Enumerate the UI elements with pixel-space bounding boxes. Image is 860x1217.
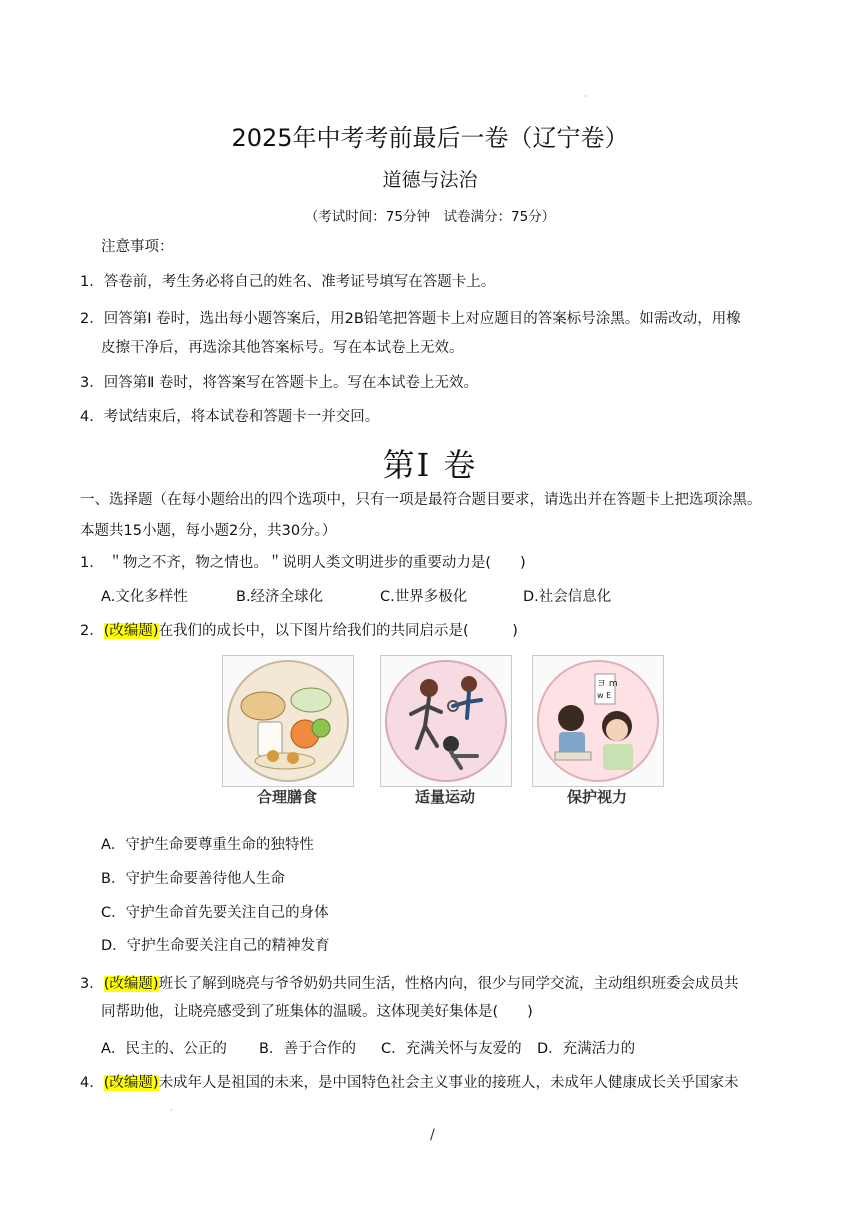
q1-option-c: C.世界多极化 [380, 589, 468, 605]
q2-stem: 在我们的成长中，以下图片给我们的共同启示是( ) [158, 623, 518, 639]
notice-item-4: 4．考试结束后，将本试卷和答题卡一并交回。 [80, 409, 380, 425]
notice-item-2: 2．回答第Ⅰ 卷时，选出每小题答案后，用2B铅笔把答题卡上对应题目的答案标号涂黑。如需改动，用橡 [80, 311, 741, 327]
bottom-dot: · [170, 1106, 173, 1115]
q3-number: 3． [80, 976, 104, 992]
notice-item-2-cont: 皮擦干净后，再选涂其他答案标号。写在本试卷上无效。 [101, 340, 464, 356]
q3-tag: (改编题) [103, 976, 159, 992]
eye-care-illustration [532, 655, 664, 787]
notice-heading: 注意事项： [101, 239, 174, 255]
q1-option-b: B.经济全球化 [236, 589, 324, 605]
top-dot: · [584, 92, 587, 101]
notice-item-3: 3．回答第Ⅱ 卷时，将答案写在答题卡上。写在本试卷上无效。 [80, 375, 478, 391]
q1-stem: 1． ＂物之不齐，物之情也。＂说明人类文明进步的重要动力是( ) [80, 555, 526, 571]
subject-title: 道德与法治 [382, 169, 478, 191]
q2-option-d: D．守护生命要关注自己的精神发育 [101, 938, 330, 954]
q3-stem-line1: 班长了解到晓亮与爷爷奶奶共同生活，性格内向，很少与同学交流，主动组织班委会成员共 [158, 976, 739, 992]
q2-option-b: B．守护生命要善待他人生命 [101, 871, 285, 887]
volume-title: 第Ⅰ 卷 [382, 446, 478, 484]
q2-line [80, 621, 518, 641]
section-intro-line1: 一、选择题（在每小题给出的四个选项中，只有一项是最符合题目要求，请选出并在答题卡上把选项涂黑。 [80, 492, 762, 508]
q2-option-c: C．守护生命首先要关注自己的身体 [101, 905, 329, 921]
q3-line1 [80, 974, 739, 994]
q4-tag: (改编题) [103, 1075, 159, 1091]
q4-stem-line1: 未成年人是祖国的未来，是中国特色社会主义事业的接班人，未成年人健康成长关乎国家未 [158, 1075, 739, 1091]
q3-option-b: B．善于合作的 [259, 1041, 356, 1057]
caption-healthy-meal: 合理膳食 [256, 788, 317, 806]
section-intro-line2: 本题共15小题，每小题2分，共30分。） [80, 523, 337, 539]
exam-title: 2025年中考考前最后一卷（辽宁卷） [231, 124, 629, 152]
q3-option-d: D．充满活力的 [537, 1041, 636, 1057]
q4-number: 4． [80, 1075, 104, 1091]
healthy-meal-illustration [222, 655, 354, 787]
caption-exercise: 适量运动 [414, 788, 475, 806]
notice-item-1: 1．答卷前，考生务必将自己的姓名、准考证号填写在答题卡上。 [80, 274, 496, 290]
q4-line1 [80, 1073, 739, 1093]
page-mark: / [430, 1127, 435, 1143]
exam-info: （考试时间：75分钟 试卷满分：75分） [304, 209, 556, 225]
svg-text:ヨ m: ヨ m [597, 679, 618, 689]
svg-text:w E: w E [597, 691, 612, 700]
caption-eye-care: 保护视力 [566, 788, 627, 806]
q3-option-a: A．民主的、公正的 [101, 1041, 227, 1057]
q2-tag: (改编题) [103, 623, 159, 639]
q1-option-a: A.文化多样性 [101, 589, 188, 605]
q2-number: 2． [80, 623, 104, 639]
q3-stem-line2: 同帮助他，让晓亮感受到了班集体的温暖。这体现美好集体是( ) [101, 1004, 533, 1020]
exercise-illustration [380, 655, 512, 787]
q2-option-a: A．守护生命要尊重生命的独特性 [101, 837, 314, 853]
q1-option-d: D.社会信息化 [523, 589, 612, 605]
q3-option-c: C．充满关怀与友爱的 [381, 1041, 522, 1057]
